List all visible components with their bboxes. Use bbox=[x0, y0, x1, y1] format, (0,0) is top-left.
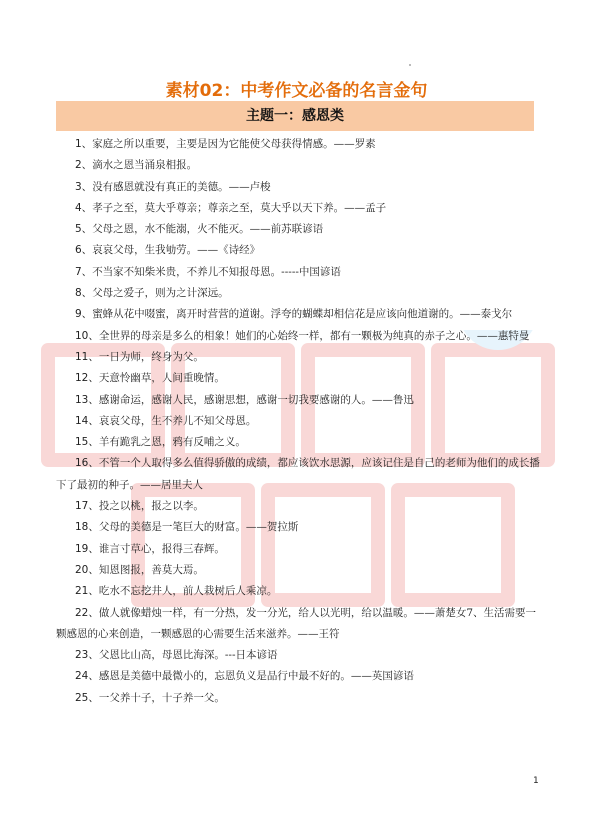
quote-item bbox=[56, 304, 540, 325]
quote-text: 蜜蜂从花中啜蜜，离开时营营的道谢。浮夸的蝴蝶却相信花是应该向他道谢的。——泰戈尔 bbox=[92, 308, 513, 321]
quote-number: 1、 bbox=[75, 138, 93, 150]
quote-item bbox=[56, 177, 540, 198]
quote-item bbox=[56, 453, 540, 496]
speck bbox=[409, 64, 411, 66]
quote-item bbox=[56, 347, 540, 368]
quote-text: 家庭之所以重要，主要是因为它能使父母获得情感。——罗素 bbox=[92, 138, 376, 150]
quote-number: 2、 bbox=[75, 159, 93, 172]
quote-number: 10、 bbox=[75, 329, 99, 342]
quote-text: 感谢命运，感谢人民，感谢思想，感谢一切我要感谢的人。——鲁迅 bbox=[98, 393, 414, 406]
quote-number: 6、 bbox=[75, 244, 93, 257]
page-title: 素材02：中考作文必备的名言金句 bbox=[165, 81, 428, 101]
quote-text: 不当家不知柴米贵，不养儿不知报母恩。-----中国谚语 bbox=[92, 265, 341, 278]
quote-number: 22、 bbox=[75, 606, 99, 619]
quote-number: 11、 bbox=[75, 350, 99, 363]
quote-item bbox=[56, 603, 540, 646]
quote-number: 23、 bbox=[75, 649, 99, 662]
quote-text: 天意怜幽草，人间重晚情。 bbox=[98, 372, 225, 385]
quote-number: 12、 bbox=[75, 372, 99, 385]
quote-item bbox=[56, 368, 540, 389]
quote-text: 没有感恩就没有真正的美德。——卢梭 bbox=[92, 180, 271, 193]
quote-text: 投之以桃，报之以李。 bbox=[98, 500, 204, 513]
quote-number: 24、 bbox=[75, 670, 99, 683]
quote-number: 7、 bbox=[75, 265, 93, 278]
quote-item bbox=[56, 560, 540, 581]
quote-number: 3、 bbox=[75, 180, 93, 193]
quote-text: 哀哀父母，生不养儿不知父母恩。 bbox=[98, 414, 257, 427]
quote-number: 14、 bbox=[75, 414, 99, 427]
quote-number: 8、 bbox=[75, 287, 93, 300]
quote-item bbox=[56, 240, 540, 261]
quote-text: 做人就像蜡烛一样，有一分热，发一分光，给人以光明，给以温暖。——萧楚女7、生活需要一颗感恩的心来创造，一颗感恩的心需要生活来滋养。——王符 bbox=[56, 606, 537, 640]
quote-text: 父母之恩，水不能溺，火不能灭。——前苏联谚语 bbox=[92, 223, 324, 236]
quote-item bbox=[56, 539, 540, 560]
quote-text: 孝子之至，莫大乎尊亲；尊亲之至，莫大乎以天下养。——孟子 bbox=[92, 201, 387, 214]
quote-text: 父母的美德是一笔巨大的财富。——贺拉斯 bbox=[98, 521, 299, 534]
quote-number: 9、 bbox=[75, 308, 93, 321]
quote-item bbox=[56, 219, 540, 240]
quote-text: 羊有跪乳之恩，鸦有反哺之义。 bbox=[98, 436, 246, 449]
quote-item bbox=[56, 666, 540, 687]
quote-text: 知恩图报，善莫大焉。 bbox=[98, 563, 204, 576]
quote-item bbox=[56, 134, 540, 155]
quote-list bbox=[56, 134, 540, 709]
section-heading: 主题一：感恩类 bbox=[56, 101, 534, 131]
quote-text: 哀哀父母，生我劬劳。——《诗经》 bbox=[92, 244, 261, 257]
quote-text: 不管一个人取得多么值得骄傲的成绩，都应该饮水思源，应该记住是自己的老师为他们的成长播下了最初的种子。——居里夫人 bbox=[56, 457, 540, 491]
quote-number: 15、 bbox=[75, 436, 99, 449]
quote-number: 13、 bbox=[75, 393, 99, 406]
quote-number: 4、 bbox=[75, 201, 93, 214]
quote-item bbox=[56, 411, 540, 432]
quote-item bbox=[56, 326, 540, 347]
quote-item bbox=[56, 198, 540, 219]
quote-text: 全世界的母亲是多么的相象！她们的心始终一样，都有一颗极为纯真的赤子之心。——惠特曼 bbox=[98, 329, 530, 342]
quote-number: 19、 bbox=[75, 542, 99, 555]
quote-text: 感恩是美德中最微小的，忘恩负义是品行中最不好的。——英国谚语 bbox=[98, 670, 414, 683]
quote-number: 16、 bbox=[75, 457, 99, 470]
page-number: 1 bbox=[533, 776, 539, 786]
quote-item bbox=[56, 581, 540, 602]
quote-item bbox=[56, 688, 540, 709]
quote-number: 20、 bbox=[75, 563, 99, 576]
quote-item bbox=[56, 645, 540, 666]
quote-item bbox=[56, 283, 540, 304]
quote-item bbox=[56, 517, 540, 538]
quote-number: 17、 bbox=[75, 500, 99, 513]
quote-item bbox=[56, 262, 540, 283]
quote-text: 滴水之恩当涌泉相报。 bbox=[92, 159, 198, 172]
quote-text: 一父养十子，十子养一父。 bbox=[98, 691, 225, 704]
quote-number: 21、 bbox=[75, 585, 99, 598]
quote-number: 25、 bbox=[75, 691, 99, 704]
quote-number: 18、 bbox=[75, 521, 99, 534]
quote-text: 谁言寸草心，报得三春辉。 bbox=[98, 542, 225, 555]
quote-text: 一日为师，终身为父。 bbox=[98, 350, 204, 363]
quote-item bbox=[56, 155, 540, 176]
quote-text: 吃水不忘挖井人，前人栽树后人乘凉。 bbox=[98, 585, 278, 598]
quote-text: 父母之爱子，则为之计深远。 bbox=[92, 287, 229, 300]
quote-item bbox=[56, 390, 540, 411]
quote-text: 父恩比山高，母恩比海深。---日本谚语 bbox=[98, 649, 278, 662]
quote-item bbox=[56, 432, 540, 453]
quote-item bbox=[56, 496, 540, 517]
quote-number: 5、 bbox=[75, 223, 93, 236]
